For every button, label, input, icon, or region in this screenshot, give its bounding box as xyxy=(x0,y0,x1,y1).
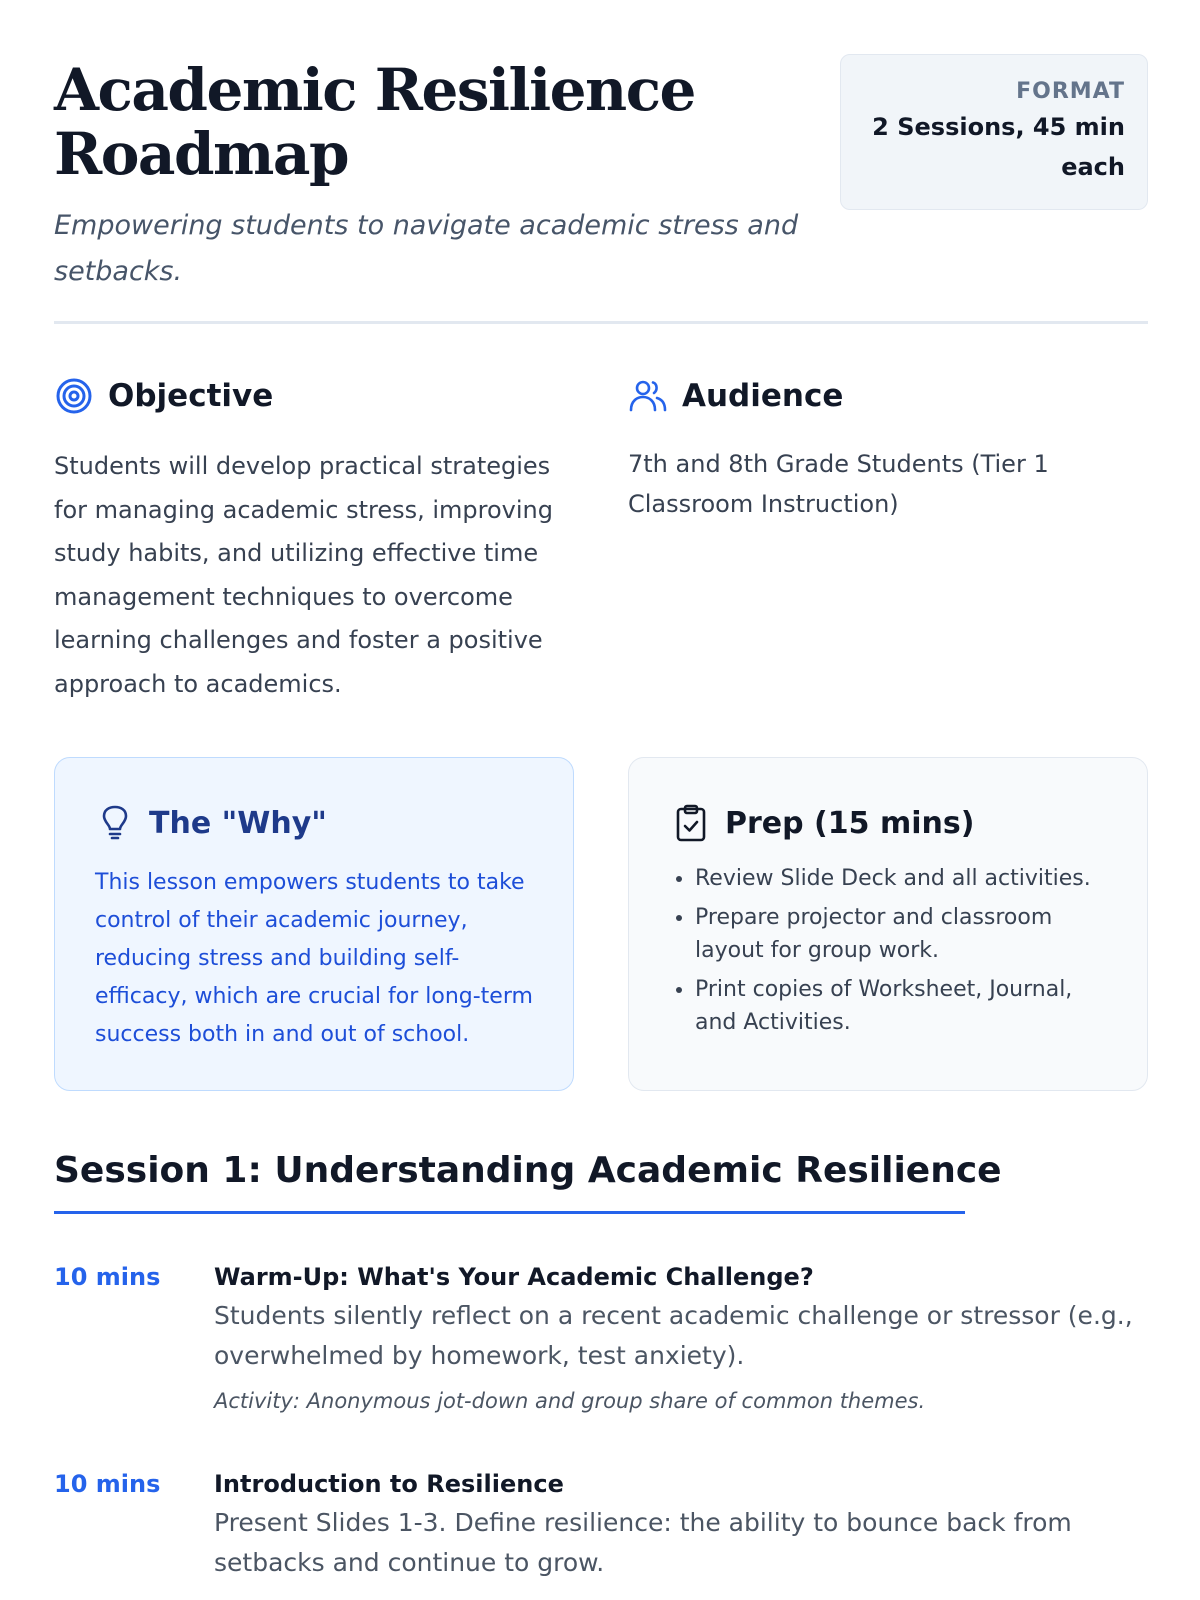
prep-card xyxy=(628,757,1148,1091)
format-box xyxy=(840,54,1148,210)
why-text: This lesson empowers students to take control of their academic journey, reducing stress and building self-efficacy, which are crucial for long-term success both in and out of school. xyxy=(95,870,533,1047)
prep-list xyxy=(671,862,1105,1039)
format-value: 2 Sessions, 45 min each xyxy=(872,113,1125,181)
prep-heading xyxy=(671,798,1105,848)
agenda-title: Introduction to Resilience xyxy=(214,1470,564,1498)
agenda-title: Warm-Up: What's Your Academic Challenge? xyxy=(214,1263,814,1291)
users-icon xyxy=(628,376,668,416)
lesson-plan-page xyxy=(54,0,1148,1600)
session-underline xyxy=(54,1211,965,1214)
prep-list-item: • Print copies of Worksheet, Journal, and Activities. xyxy=(695,973,1105,1039)
agenda-body xyxy=(214,1262,1148,1416)
audience-heading xyxy=(628,376,843,416)
prep-heading-label: Prep (15 mins) xyxy=(725,805,975,841)
why-heading xyxy=(95,798,533,848)
agenda-duration: 10 mins xyxy=(54,1263,161,1291)
target-icon xyxy=(54,376,94,416)
header-divider xyxy=(54,321,1148,324)
objective-text: Students will develop practical strategies for managing academic stress, improving study habits, and utilizing effective time management techniques to overcome learning challenges and foster a positive approach to academics. xyxy=(54,452,553,698)
why-heading-label: The "Why" xyxy=(149,805,327,841)
agenda-description: Students silently reflect on a recent academic challenge or stressor (e.g., overwhelmed by homework, test anxiety). xyxy=(214,1301,1133,1370)
prep-list-item: • Review Slide Deck and all activities. xyxy=(695,862,1105,895)
page-title: Academic Resilience Roadmap xyxy=(54,56,695,188)
audience-heading-label: Audience xyxy=(682,378,844,414)
page-subtitle: Empowering students to navigate academic stress and setbacks. xyxy=(54,210,799,287)
format-label: FORMAT xyxy=(1016,79,1125,104)
audience-text: 7th and 8th Grade Students (Tier 1 Classroom Instruction) xyxy=(628,450,1049,518)
why-card xyxy=(54,757,574,1091)
lightbulb-icon xyxy=(95,803,135,843)
clipboard-check-icon xyxy=(671,803,711,843)
agenda-duration: 10 mins xyxy=(54,1470,161,1498)
prep-list-item: • Prepare projector and classroom layout for group work. xyxy=(695,901,1105,967)
agenda-body xyxy=(214,1469,1148,1583)
objective-heading-label: Objective xyxy=(108,378,274,414)
objective-heading xyxy=(54,376,273,416)
agenda-description: Present Slides 1-3. Define resilience: the ability to bounce back from setbacks and continue to grow. xyxy=(214,1508,1072,1577)
agenda-activity-note: Activity: Anonymous jot-down and group share of common themes. xyxy=(214,1389,926,1413)
session-title: Session 1: Understanding Academic Resilience xyxy=(54,1150,1002,1191)
